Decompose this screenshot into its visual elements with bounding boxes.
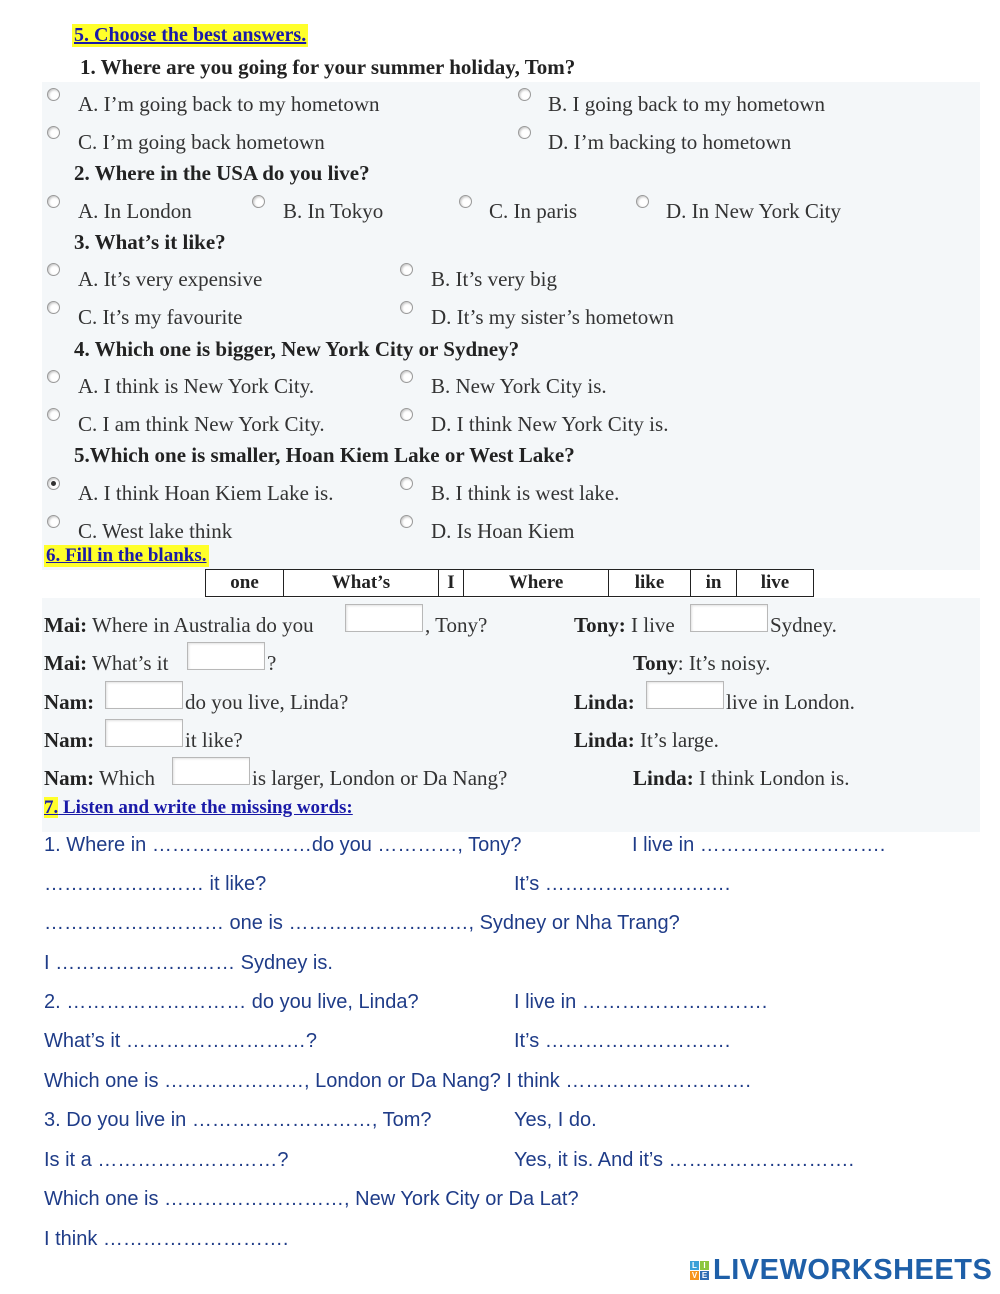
speaker: Nam: bbox=[44, 766, 95, 790]
section7-heading: Listen and write the missing words: bbox=[58, 797, 353, 818]
q2-option-a: A. In London bbox=[78, 199, 192, 223]
section5-title: 5. Choose the best answers. bbox=[74, 24, 307, 46]
q4-option-b: B. New York City is. bbox=[431, 374, 607, 398]
blank-input-1[interactable] bbox=[345, 604, 423, 632]
q1-radio-a[interactable] bbox=[47, 88, 60, 101]
q3-option-a: A. It’s very expensive bbox=[78, 267, 263, 291]
speaker: Tony: bbox=[574, 613, 626, 637]
question-2: 2. Where in the USA do you live? bbox=[74, 161, 370, 185]
q3-radio-a[interactable] bbox=[47, 263, 60, 276]
dialogue-line bbox=[44, 766, 155, 791]
q4-option-c: C. I am think New York City. bbox=[78, 412, 325, 436]
q3-radio-c[interactable] bbox=[47, 301, 60, 314]
listen-line: 1. Where in ……………………do you …………, Tony? bbox=[44, 834, 522, 856]
q2-option-d: D. In New York City bbox=[666, 199, 842, 223]
q5-radio-d[interactable] bbox=[400, 515, 413, 528]
listen-line: 3. Do you live in ………………………, Tom? bbox=[44, 1109, 432, 1131]
section7-number: 7. bbox=[44, 797, 59, 818]
q3-radio-b[interactable] bbox=[400, 263, 413, 276]
dialogue-line bbox=[44, 690, 94, 715]
speaker: Mai: bbox=[44, 613, 88, 637]
word-bank-cell: What’s bbox=[284, 570, 439, 597]
blank-input-6[interactable] bbox=[105, 719, 183, 747]
blank-input-2[interactable] bbox=[690, 604, 768, 632]
logo-square-l: L bbox=[690, 1261, 699, 1270]
q1-radio-b[interactable] bbox=[518, 88, 531, 101]
dialogue-text: do you live, Linda? bbox=[185, 690, 349, 714]
dialogue-text: It’s large. bbox=[634, 728, 719, 752]
liveworksheets-logo[interactable] bbox=[690, 1254, 992, 1287]
listen-line: Which one is ………………………, New York City or Da Lat? bbox=[44, 1188, 579, 1210]
liveworksheets-logo-icon bbox=[690, 1261, 709, 1280]
listen-line: …………………… it like? bbox=[44, 873, 267, 895]
speaker: Mai: bbox=[44, 651, 88, 675]
speaker: Tony bbox=[633, 651, 678, 675]
q5-option-d: D. Is Hoan Kiem bbox=[431, 519, 575, 543]
q5-option-b: B. I think is west lake. bbox=[431, 481, 620, 505]
blank-input-4[interactable] bbox=[105, 681, 183, 709]
q3-radio-d[interactable] bbox=[400, 301, 413, 314]
q4-radio-a[interactable] bbox=[47, 370, 60, 383]
q5-radio-b[interactable] bbox=[400, 477, 413, 490]
blank-input-7[interactable] bbox=[172, 757, 250, 785]
dialogue-text: I think London is. bbox=[693, 766, 850, 790]
dialogue-line bbox=[574, 728, 719, 753]
dialogue-text: is larger, London or Da Nang? bbox=[252, 766, 508, 790]
dialogue-line bbox=[44, 728, 94, 753]
dialogue-text: ? bbox=[267, 651, 277, 675]
dialogue-text: : It’s noisy. bbox=[677, 651, 771, 675]
q4-option-a: A. I think is New York City. bbox=[78, 374, 315, 398]
listen-line: I live in ………………………. bbox=[514, 991, 768, 1013]
dialogue-text: Which bbox=[94, 766, 156, 790]
question-1: 1. Where are you going for your summer holiday, Tom? bbox=[80, 55, 576, 79]
dialogue-text: Where in Australia do you bbox=[87, 613, 314, 637]
listen-line: It’s ………………………. bbox=[514, 1030, 731, 1052]
dialogue-line bbox=[44, 651, 168, 676]
logo-square-i: I bbox=[700, 1261, 709, 1270]
speaker: Nam: bbox=[44, 690, 95, 714]
q5-radio-a[interactable] bbox=[47, 477, 60, 490]
dialogue-line bbox=[633, 766, 849, 791]
q5-option-a: A. I think Hoan Kiem Lake is. bbox=[78, 481, 334, 505]
q1-option-a: A. I’m going back to my hometown bbox=[78, 92, 380, 116]
listen-line: Yes, it is. And it’s ………………………. bbox=[514, 1149, 855, 1171]
logo-square-v: V bbox=[691, 1271, 698, 1280]
q2-radio-b[interactable] bbox=[252, 195, 265, 208]
speaker: Nam: bbox=[44, 728, 95, 752]
q1-option-b: B. I going back to my hometown bbox=[548, 92, 826, 116]
q3-option-d: D. It’s my sister’s hometown bbox=[431, 305, 674, 329]
speaker: Linda: bbox=[574, 728, 635, 752]
dialogue-text: live in London. bbox=[726, 690, 855, 714]
listen-line: Is it a ………………………? bbox=[44, 1149, 289, 1171]
logo-square-e: E bbox=[701, 1271, 708, 1280]
dialogue-text: Sydney. bbox=[770, 613, 837, 637]
q4-radio-d[interactable] bbox=[400, 408, 413, 421]
listen-line: I live in ………………………. bbox=[632, 834, 886, 856]
blank-input-5[interactable] bbox=[646, 681, 724, 709]
q4-radio-b[interactable] bbox=[400, 370, 413, 383]
dialogue-line bbox=[574, 613, 675, 638]
listen-line: Which one is …………………, London or Da Nang? I think ………………………. bbox=[44, 1070, 751, 1092]
word-bank-cell: in bbox=[691, 570, 737, 597]
listen-line: I think ………………………. bbox=[44, 1228, 289, 1250]
q2-radio-a[interactable] bbox=[47, 195, 60, 208]
logo-text: LIVEWORKSHEETS bbox=[713, 1254, 993, 1286]
dialogue-line bbox=[44, 613, 314, 638]
dialogue-text: it like? bbox=[185, 728, 243, 752]
word-bank-cell: live bbox=[737, 570, 814, 597]
dialogue-text: What’s it bbox=[87, 651, 169, 675]
listen-line: ……………………… one is ………………………, Sydney or Nha Trang? bbox=[44, 912, 680, 934]
q1-radio-c[interactable] bbox=[47, 126, 60, 139]
question-3: 3. What’s it like? bbox=[74, 230, 226, 254]
word-bank-cell: Where bbox=[464, 570, 609, 597]
listen-line: 2. ……………………… do you live, Linda? bbox=[44, 991, 419, 1013]
section6-title: 6. Fill in the blanks. bbox=[46, 545, 207, 566]
question-4: 4. Which one is bigger, New York City or Sydney? bbox=[74, 337, 520, 361]
q5-option-c: C. West lake think bbox=[78, 519, 233, 543]
word-bank-table bbox=[205, 569, 814, 597]
q2-radio-d[interactable] bbox=[636, 195, 649, 208]
dialogue-text: I live bbox=[625, 613, 675, 637]
q4-option-d: D. I think New York City is. bbox=[431, 412, 669, 436]
listen-line: I ……………………… Sydney is. bbox=[44, 952, 333, 974]
listen-line: What’s it ………………………? bbox=[44, 1030, 317, 1052]
dialogue-line bbox=[633, 651, 770, 676]
q3-option-b: B. It’s very big bbox=[431, 267, 557, 291]
speaker: Linda: bbox=[574, 690, 635, 714]
listen-line: It’s ………………………. bbox=[514, 873, 731, 895]
dialogue-line bbox=[574, 690, 635, 715]
word-bank-cell: I bbox=[439, 570, 464, 597]
q2-option-b: B. In Tokyo bbox=[283, 199, 384, 223]
word-bank-cell: like bbox=[609, 570, 691, 597]
q3-option-c: C. It’s my favourite bbox=[78, 305, 243, 329]
speaker: Linda: bbox=[633, 766, 694, 790]
q1-option-c: C. I’m going back hometown bbox=[78, 130, 325, 154]
blank-input-3[interactable] bbox=[187, 642, 265, 670]
q1-option-d: D. I’m backing to hometown bbox=[548, 130, 792, 154]
listen-line: Yes, I do. bbox=[514, 1109, 597, 1131]
question-5: 5.Which one is smaller, Hoan Kiem Lake or West Lake? bbox=[74, 443, 575, 467]
dialogue-text: , Tony? bbox=[425, 613, 488, 637]
q1-radio-d[interactable] bbox=[518, 126, 531, 139]
q2-option-c: C. In paris bbox=[489, 199, 578, 223]
section7-title bbox=[44, 797, 353, 819]
q2-radio-c[interactable] bbox=[459, 195, 472, 208]
q5-radio-c[interactable] bbox=[47, 515, 60, 528]
word-bank-cell: one bbox=[206, 570, 284, 597]
q4-radio-c[interactable] bbox=[47, 408, 60, 421]
